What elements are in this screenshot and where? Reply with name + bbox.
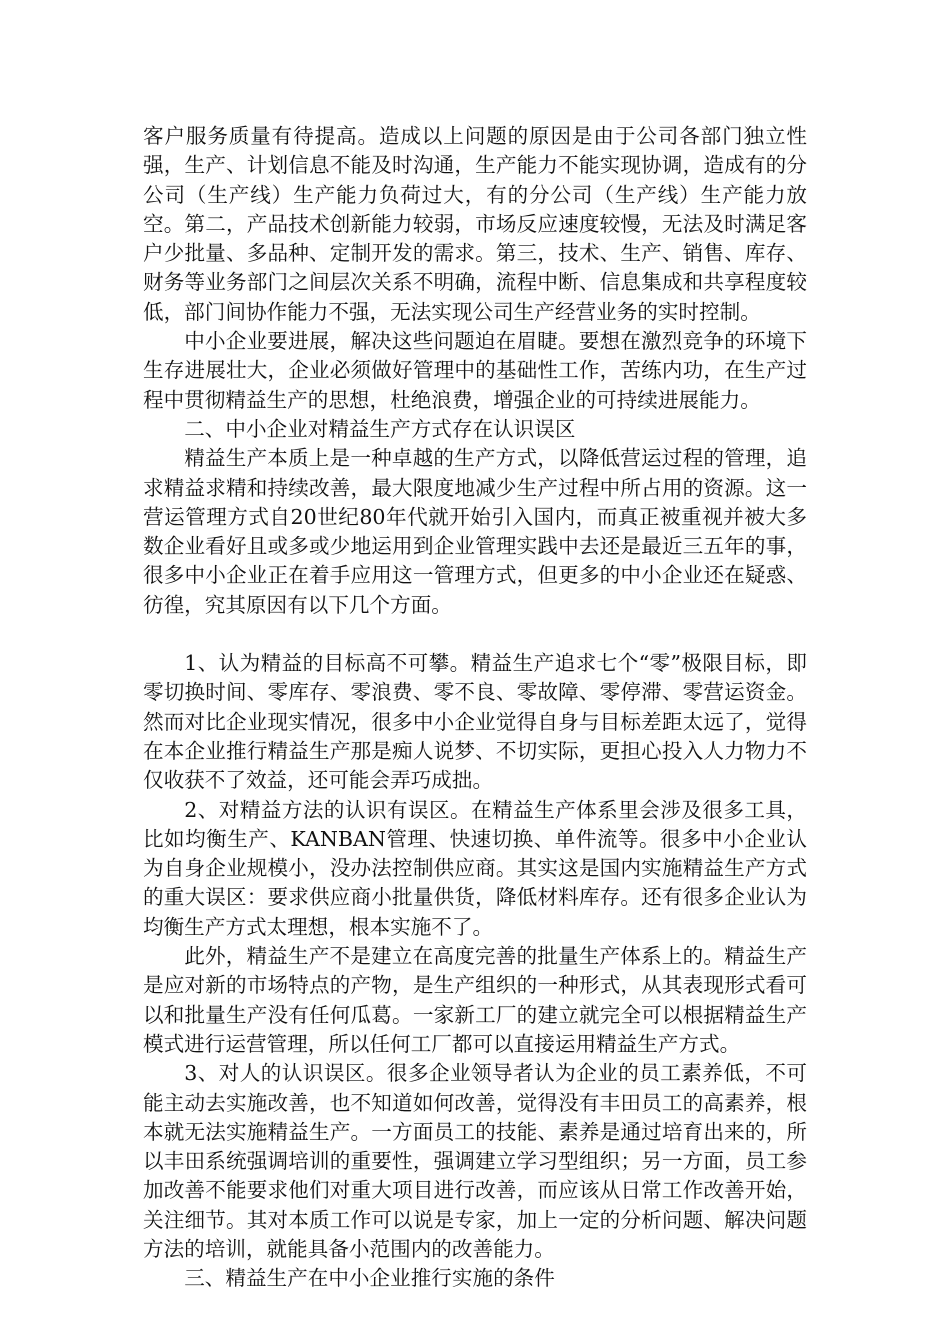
paragraph-gap <box>143 620 807 649</box>
paragraph-misconception-2: 2、对精益方法的认识有误区。在精益生产体系里会涉及很多工具，比如均衡生产、KANBAN管理、快速切换、单件流等。很多中小企业认为自身企业规模小，没办法控制供应商。其实这是国内实施精益生产方式的重大误区：要求供应商小批量供货，降低材料库存。还有很多企业认为均衡生产方式太理想，根本实施不了。 <box>143 797 807 939</box>
document-page <box>143 122 807 1294</box>
section-heading-3: 三、精益生产在中小企业推行实施的条件 <box>184 1266 555 1291</box>
paragraph-problems-causes: 客户服务质量有待提高。造成以上问题的原因是由于公司各部门独立性强，生产、计划信息不能及时沟通，生产能力不能实现协调，造成有的分公司（生产线）生产能力负荷过大，有的分公司（生产线）生产能力放空。第二，产品技术创新能力较弱，市场反应速度较慢，无法及时满足客户少批量、多品种、定制开发的需求。第三，技术、生产、销售、库存、财务等业务部门之间层次关系不明确，流程中断、信息集成和共享程度较低，部门间协作能力不强，无法实现公司生产经营业务的实时控制。 <box>143 124 807 324</box>
paragraph-lean-definition: 精益生产本质上是一种卓越的生产方式，以降低营运过程的管理，追求精益求精和持续改善，最大限度地减少生产过程中所占用的资源。这一营运管理方式自20世纪80年代就开始引入国内，而真正被重视并被大多数企业看好且或多或少地运用到企业管理实践中去还是最近三五年的事，很多中小企业正在着手应用这一管理方式，但更多的中小企业还在疑惑、彷徨，究其原因有以下几个方面。 <box>143 446 807 617</box>
paragraph-sme-development: 中小企业要进展，解决这些问题迫在眉睫。要想在激烈竞争的环境下生存进展壮大，企业必须做好管理中的基础性工作，苦练内功，在生产过程中贯彻精益生产的思想，杜绝浪费，增强企业的可持续进展能力。 <box>143 329 807 412</box>
section-heading-2: 二、中小企业对精益生产方式存在认识误区 <box>184 416 576 441</box>
paragraph-misconception-3: 3、对人的认识误区。很多企业领导者认为企业的员工素养低，不可能主动去实施改善，也不知道如何改善，觉得没有丰田员工的高素养，根本就无法实施精益生产。一方面员工的技能、素养是通过培育出来的，所以丰田系统强调培训的重要性，强调建立学习型组织；另一方面，员工参加改善不能要求他们对重大项目进行改善，而应该从日常工作改善开始，关注细节。其对本质工作可以说是专家，加上一定的分析问题、解决问题方法的培训，就能具备小范围内的改善能力。 <box>143 1061 807 1261</box>
paragraph-misconception-1: 1、认为精益的目标高不可攀。精益生产追求七个“零”极限目标，即零切换时间、零库存、零浪费、零不良、零故障、零停滞、零营运资金。然而对比企业现实情况，很多中小企业觉得自身与目标差距太远了，觉得在本企业推行精益生产那是痴人说梦、不切实际，更担心投入人力物力不仅收获不了效益，还可能会弄巧成拙。 <box>143 651 807 793</box>
paragraph-additionally: 此外，精益生产不是建立在高度完善的批量生产体系上的。精益生产是应对新的市场特点的产物，是生产组织的一种形式，从其表现形式看可以和批量生产没有任何瓜葛。一家新工厂的建立就完全可以根据精益生产模式进行运营管理，所以任何工厂都可以直接运用精益生产方式。 <box>143 944 807 1056</box>
